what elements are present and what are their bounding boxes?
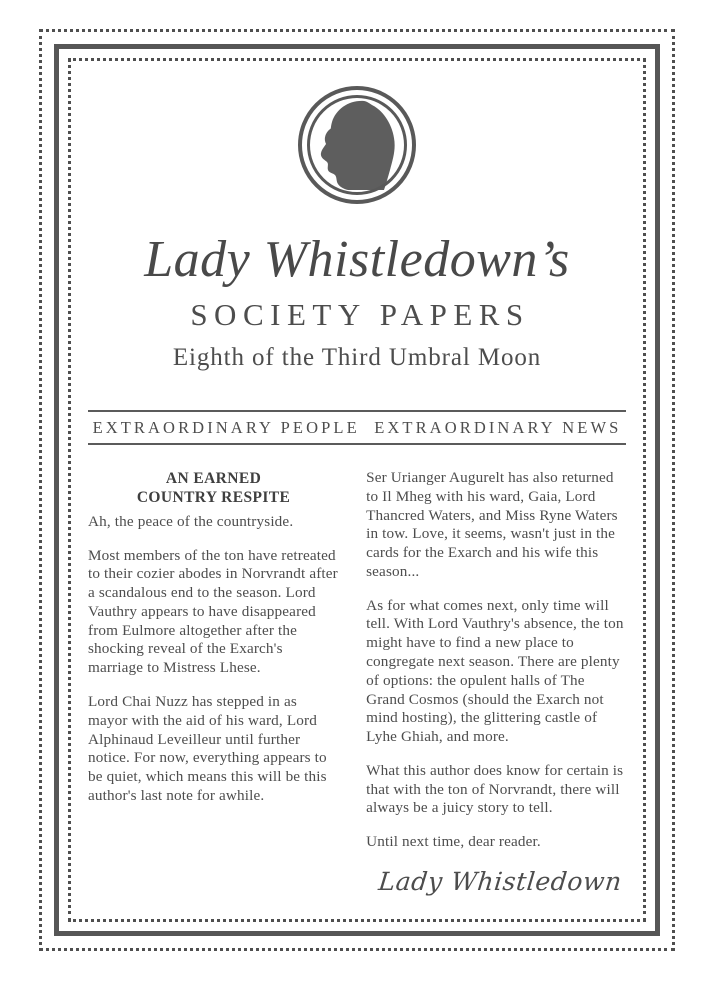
cameo-silhouette-icon bbox=[298, 86, 416, 204]
rule-bottom bbox=[88, 443, 626, 445]
article-headline bbox=[88, 469, 339, 508]
tagline: EXTRAORDINARY PEOPLE EXTRAORDINARY NEWS bbox=[92, 418, 622, 438]
masthead-date: Eighth of the Third Umbral Moon bbox=[172, 344, 542, 372]
column-right bbox=[366, 469, 626, 896]
newspaper-page bbox=[88, 78, 626, 902]
author-signature: Lady Whistledown bbox=[377, 866, 624, 896]
paragraph: Ah, the peace of the countryside. bbox=[88, 512, 294, 530]
column-left bbox=[88, 469, 339, 896]
closing-line: Until next time, dear reader. bbox=[366, 833, 541, 851]
paragraph: Most members of the ton have retreated to their cozier abodes in Norvrandt after a scandalous end to the season. Lord Vauthry appears to have disappeared from Eulmore altogether after the shocking reveal of the Exarch's marriage to Mistress Lhese. bbox=[88, 546, 338, 677]
tagline-block bbox=[88, 410, 626, 445]
paragraph: Ser Urianger Augurelt has also returned to Il Mheg with his ward, Gaia, Lord Thancred Waters, and Miss Ryne Waters in tow. Love, it seems, wasn't just in the cards for the Exarch and his wife this season... bbox=[366, 469, 618, 580]
masthead bbox=[88, 232, 626, 372]
paragraph: Lord Chai Nuzz has stepped in as mayor with the aid of his ward, Lord Alphinaud Leveilleur until further notice. For now, everything appears to be quiet, which means this will be this author's last note for awhile. bbox=[88, 692, 327, 804]
page-title: Lady Whistledown’s bbox=[144, 231, 570, 288]
masthead-subtitle: SOCIETY PAPERS bbox=[190, 297, 530, 333]
paragraph: As for what comes next, only time will tell. With Lord Vauthry's absence, the ton might have to find a new place to congregate next season. There are plenty of options: the opulent halls of The Grand Cosmos (should the Exarch not mind hosting), the glittering castle of Lyhe Ghiah, and more. bbox=[366, 596, 624, 746]
logo-container bbox=[88, 86, 626, 204]
article-columns bbox=[88, 469, 626, 896]
paragraph: What this author does know for certain is that with the ton of Norvrandt, there will always be a juicy story to tell. bbox=[366, 761, 624, 817]
headline-line-2: COUNTRY RESPITE bbox=[136, 489, 291, 507]
headline-line-1: AN EARNED bbox=[165, 470, 262, 488]
